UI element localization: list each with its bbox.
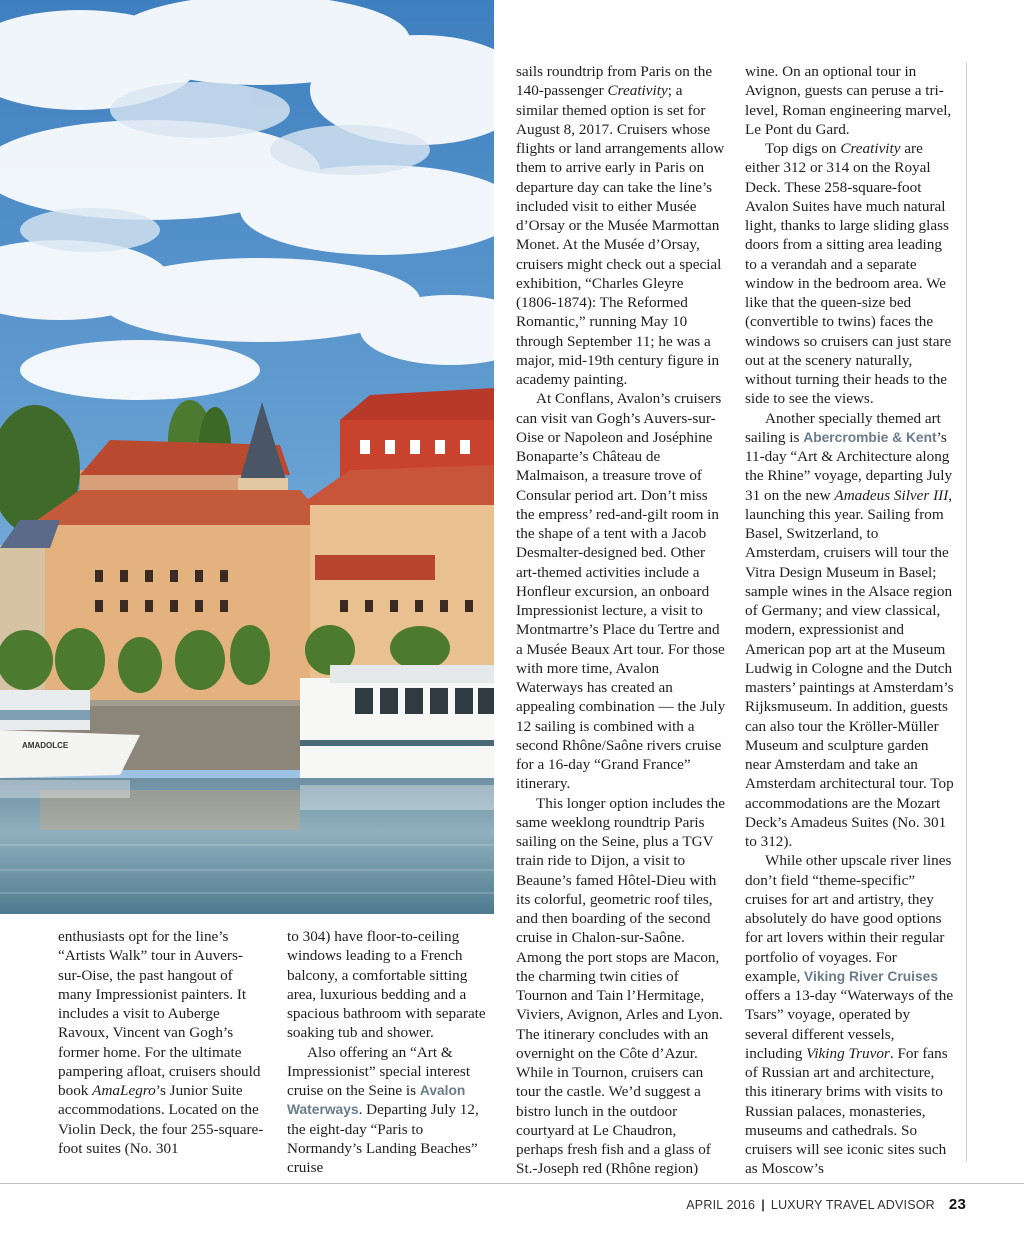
paragraph [745,139,955,409]
article-column-4 [745,62,955,1179]
footer-issue: APRIL 2016 [686,1197,756,1212]
text-run: are either 312 or 314 on the Royal Deck. These 258-square-foot Avalon Suites have much natural light, thanks to large sliding glass doors from a sitting area leading to a verandah and a separate window in the bedroom area. We like that the queen-size bed (convertible to twins) faces the windows so cruisers can just stare out at the scenery naturally, without turning their heads to the side to see the views. [745,140,952,408]
article-column-2 [287,927,493,1177]
text-run: ’s Junior Suite accommodations. Located on the Violin Deck, the four 255-square-foot suites (No. 301 [58,1082,264,1157]
paragraph: wine. On an optional tour in Avignon, guests can peruse a tri-level, Roman engineering marvel, Le Pont du Gard. [745,63,952,138]
ship-name: Creativity [607,82,668,100]
text-run: Another specially themed art sailing is [745,409,941,446]
brand-name-avalon: Avalon Waterways [287,1083,466,1118]
article-column-3 [516,62,726,1179]
text-run: . Departing July 12, the eight-day “Paris to Normandy’s Landing Beaches” cruise [287,1101,479,1176]
ship-name: AmaLegro [92,1082,156,1099]
footer-rule [0,1183,1024,1184]
text-run: ’s 11-day “Art & Architecture along the Rhine” voyage, departing July 31 on the new [745,428,953,504]
ship-name: Creativity [840,140,901,157]
brand-name-abercrombie-kent: Abercrombie & Kent [803,429,937,445]
paragraph: to 304) have floor-to-ceiling windows leading to a French balcony, a comfortable sitting area, luxurious bedding and a spacious bathroom with separate soaking tub and shower. [287,928,486,1042]
footer-publication: LUXURY TRAVEL ADVISOR [770,1197,935,1212]
ship-name: Amadeus Silver III [834,486,949,504]
paragraph [516,62,726,389]
text-run: Top digs on [765,140,841,157]
text-run: . For fans of Russian art and architecture, this itinerary brims with visits to Russian palaces, monasteries, museums and cathedrals. So cruisers will see iconic sites such as Moscow’s [745,1044,948,1178]
paragraph [745,851,955,1178]
page-number: 23 [948,1196,966,1213]
text-run: offers a 13-day “Waterways of the Tsars” voyage, operated by several different vessels, including [745,987,954,1062]
text-run: ; a similar themed option is set for August 8, 2017. Cruisers whose flights or land arrangements allow them to arrive early in Paris on departure day can take the line’s included visit to either Musée d’Orsay or the Musée Marmottan Monet. At the Musée d’Orsay, cruisers might check out a special exhibition, “Charles Gleyre (1806-1874): The Reformed Romantic,” running May 10 through September 11; he was a major, mid-19th century figure in academy painting. [516,82,725,388]
article-column-1 [58,927,264,1158]
cover-photo [0,0,494,914]
brand-name-viking: Viking River Cruises [804,968,938,984]
paragraph [58,927,264,1158]
paragraph [745,409,955,852]
text-run: enthusiasts opt for the line’s “Artists Walk” tour in Auvers-sur-Oise, the past hangout of many Impressionist painters. It includes a visit to Auberge Ravoux, Vincent van Gogh’s former home. For the ultimate pampering afloat, cruisers should book [58,928,261,1099]
column-divider [966,62,967,1162]
text-run: Also offering an “Art & Impressionist” special interest cruise on the Seine is [287,1043,471,1099]
boat-name-label: AMADOLCE [22,741,69,750]
page-footer [686,1196,966,1213]
text-run: , launching this year. Sailing from Basel, Switzerland, to Amsterdam, cruisers will tour the Vitra Design Museum in Basel; sample wines in the Alsace region of Germany; and view classical, modern, expressionist and American pop art at the Museum Ludwig in Cologne and the Dutch masters’ paintings at Amsterdam’s Rijksmuseum. In addition, guests can also tour the Kröller-Müller Museum and sculpture garden near Amsterdam and take an Amsterdam architectural tour. Top accommodations are the Mozart Deck’s Amadeus Suites (No. 301 to 312). [745,486,954,850]
text-run: While other upscale river lines don’t field “theme-specific” cruises for art and artistry, they absolutely do have good options for art lovers within their regular portfolio of voyages. For example, [745,852,952,985]
paragraph [287,1043,493,1178]
footer-divider: | [761,1197,765,1212]
paragraph: At Conflans, Avalon’s cruisers can visit van Gogh’s Auvers-sur-Oise or Napoleon and Joséphine Bonaparte’s Château de Malmaison, a treasure trove of Consular period art. Don’t miss the empress’ red-and-gilt room in the shape of a tent with a Jacob Desmalter-designed bed. Other art-themed activities include a Honfleur excursion, an onboard Impressionist lecture, a visit to Montmartre’s Place du Tertre and a Musée Beaux Art tour. For those with more time, Avalon Waterways has created an appealing combination — the July 12 sailing is combined with a second Rhône/Saône rivers cruise for a 16-day “Grand France” itinerary. [516,390,726,793]
ship-name: Viking Truvor [806,1044,890,1062]
paragraph: This longer option includes the same weeklong roundtrip Paris sailing on the Seine, plus a TGV train ride to Dijon, a visit to Beaune’s famed Hôtel-Dieu with its colorful, geometric roof tiles, and then boarding of the second cruise in Chalon-sur-Saône. Among the port stops are Macon, the charming twin cities of Tournon and Tain l’Hermitage, Viviers, Avignon, Arles and Lyon. The itinerary concludes with an overnight on the Côte d’Azur. While in Tournon, cruisers can tour the castle. We’d suggest a bistro lunch in the outdoor courtyard at Le Chaudron, perhaps fresh fish and a glass of St.-Joseph red (Rhône region) [516,794,725,1178]
text-run: sails roundtrip from Paris on the 140-passenger [516,63,713,100]
